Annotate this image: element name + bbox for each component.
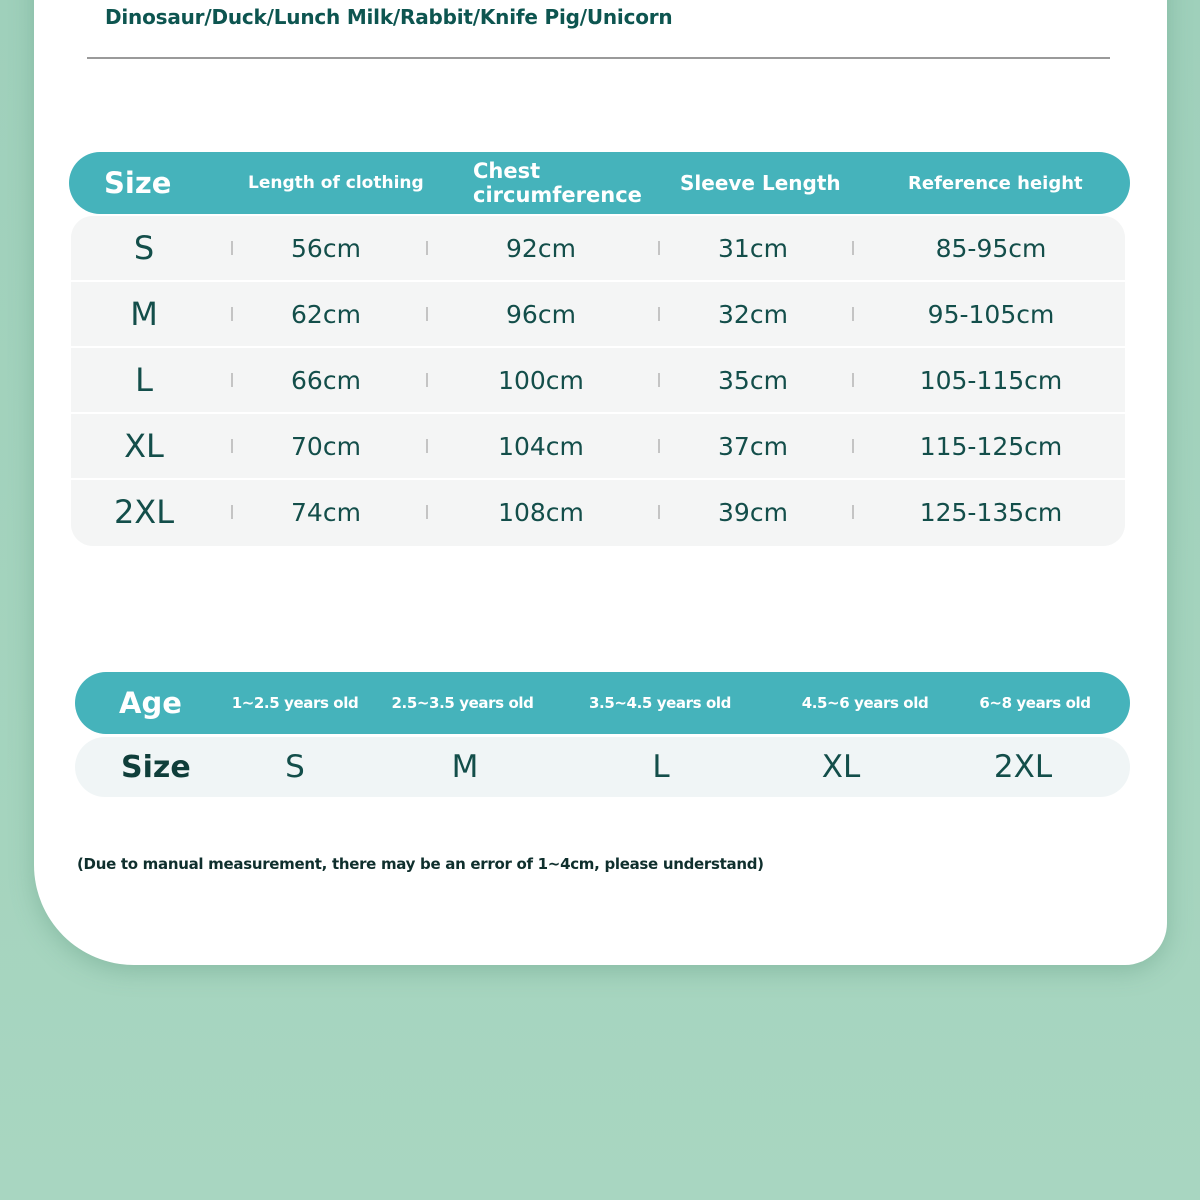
header-chest-line2: circumference xyxy=(473,183,642,207)
cell-size: L xyxy=(135,361,153,399)
cell-chest: 96cm xyxy=(506,299,576,329)
cell-length: 74cm xyxy=(291,497,361,527)
table-row xyxy=(71,216,1125,282)
cell-sleeve: 39cm xyxy=(718,497,788,527)
separator xyxy=(852,373,854,387)
separator xyxy=(658,505,660,519)
cell-height: 125-135cm xyxy=(919,497,1063,527)
separator xyxy=(231,241,233,255)
cell-length: 66cm xyxy=(291,365,361,395)
separator xyxy=(231,439,233,453)
age-size-cell: M xyxy=(451,749,479,785)
cell-chest: 92cm xyxy=(506,233,576,263)
size-table-body xyxy=(71,216,1125,546)
age-size-cell: 2XL xyxy=(993,749,1053,785)
separator xyxy=(426,241,428,255)
cell-chest: 100cm xyxy=(498,365,584,395)
cell-height: 115-125cm xyxy=(919,431,1063,461)
cell-sleeve: 31cm xyxy=(718,233,788,263)
age-range: 2.5~3.5 years old xyxy=(391,694,534,712)
age-table-header xyxy=(75,672,1130,734)
separator xyxy=(426,505,428,519)
separator xyxy=(231,505,233,519)
age-size-cell: S xyxy=(285,749,305,785)
separator xyxy=(231,373,233,387)
cell-length: 56cm xyxy=(291,233,361,263)
cell-size: 2XL xyxy=(113,493,175,531)
header-length: Length of clothing xyxy=(248,173,424,193)
header-chest-line1: Chest xyxy=(473,159,541,183)
header-sleeve: Sleeve Length xyxy=(680,171,841,195)
divider xyxy=(87,57,1110,59)
table-row xyxy=(71,282,1125,348)
header-reference-height: Reference height xyxy=(908,172,1083,194)
cell-chest: 104cm xyxy=(498,431,584,461)
cell-sleeve: 37cm xyxy=(718,431,788,461)
cell-height: 95-105cm xyxy=(927,299,1055,329)
separator xyxy=(658,373,660,387)
cell-height: 105-115cm xyxy=(919,365,1063,395)
cell-size: M xyxy=(130,295,158,333)
age-range: 3.5~4.5 years old xyxy=(589,694,731,712)
measurement-note: (Due to manual measurement, there may be an error of 1~4cm, please understand) xyxy=(77,855,764,873)
size-table-header xyxy=(69,152,1130,214)
cell-sleeve: 35cm xyxy=(718,365,788,395)
separator xyxy=(852,307,854,321)
header-size: Size xyxy=(104,166,172,200)
table-row xyxy=(71,348,1125,414)
separator xyxy=(658,241,660,255)
size-label: Size xyxy=(121,749,191,785)
separator xyxy=(658,307,660,321)
age-range: 4.5~6 years old xyxy=(801,694,929,712)
separator xyxy=(852,505,854,519)
cell-height: 85-95cm xyxy=(935,233,1047,263)
separator xyxy=(852,241,854,255)
age-range: 1~2.5 years old xyxy=(231,694,359,712)
cell-length: 62cm xyxy=(291,299,361,329)
separator xyxy=(231,307,233,321)
cell-size: S xyxy=(133,229,155,267)
table-row xyxy=(71,480,1125,546)
age-range: 6~8 years old xyxy=(979,694,1091,712)
cell-sleeve: 32cm xyxy=(718,299,788,329)
age-size-row xyxy=(75,737,1130,797)
age-size-cell: XL xyxy=(821,749,861,785)
age-size-cell: L xyxy=(652,749,670,785)
separator xyxy=(852,439,854,453)
product-styles-subtitle: Dinosaur/Duck/Lunch Milk/Rabbit/Knife Pig/Unicorn xyxy=(105,5,673,29)
separator xyxy=(426,439,428,453)
separator xyxy=(426,373,428,387)
header-chest xyxy=(473,152,642,214)
separator xyxy=(426,307,428,321)
separator xyxy=(658,439,660,453)
cell-length: 70cm xyxy=(291,431,361,461)
cell-chest: 108cm xyxy=(498,497,584,527)
cell-size: XL xyxy=(124,427,164,465)
table-row xyxy=(71,414,1125,480)
age-label: Age xyxy=(119,686,182,720)
